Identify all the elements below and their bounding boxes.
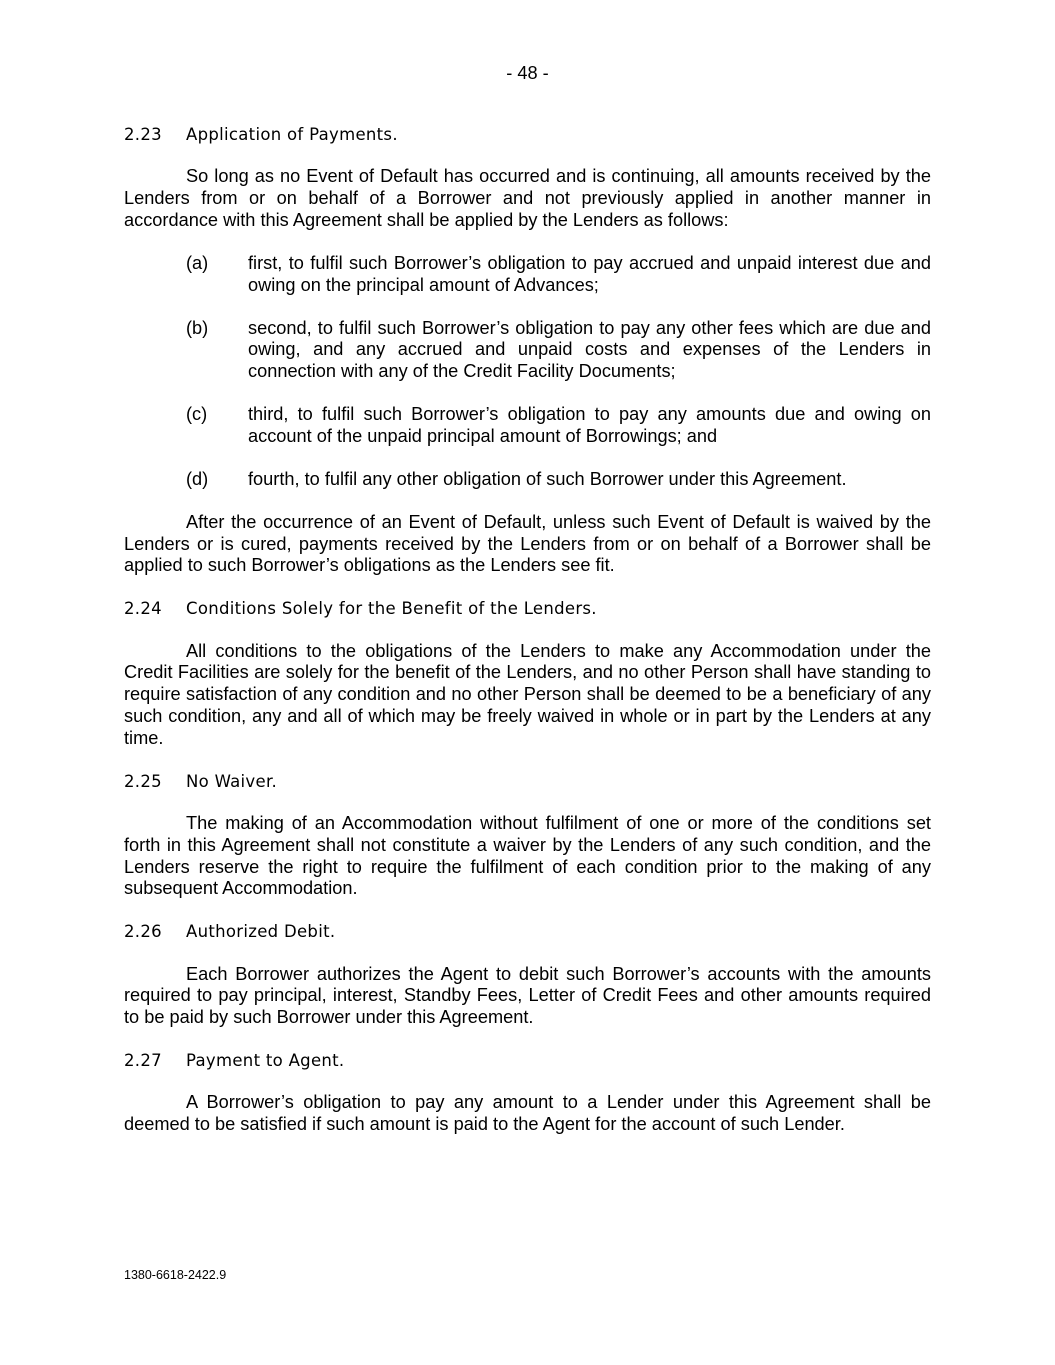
list-item [186,318,931,383]
section-number: 2.25 [124,771,162,791]
section-heading-2-24 [124,598,931,619]
section-number: 2.23 [124,125,162,144]
page-number: - 48 - [506,63,549,83]
section-title: Conditions Solely for the Benefit of the Lenders. [186,599,597,619]
list-item [186,469,931,491]
section-title: Application of Payments. [186,125,398,144]
section-title: Payment to Agent. [186,1051,345,1071]
section-number: 2.27 [124,1051,162,1071]
list-item-label: (d) [186,468,209,489]
section-heading-2-26 [124,921,931,942]
list-item-text: first, to fulfil such Borrower’s obligation to pay accrued and unpaid interest due and owing on the principal amount of Advances; [248,252,931,295]
section-heading-2-27 [124,1050,931,1071]
list-item-text: fourth, to fulfil any other obligation of such Borrower under this Agreement. [248,468,847,489]
document-id-footer: 1380-6618-2422.9 [124,1268,227,1282]
section-number: 2.26 [124,922,162,942]
section-paragraph: Each Borrower authorizes the Agent to debit such Borrower’s accounts with the amounts required to pay principal, interest, Standby Fees, Letter of Credit Fees and other amounts required to be paid by such Borrower under this Agreement. [124,963,931,1028]
section-title: Authorized Debit. [186,922,336,942]
section-paragraph: All conditions to the obligations of the Lenders to make any Accommodation under the Credit Facilities are solely for the benefit of the Lenders, and no other Person shall have standing to require satisfaction of any condition and no other Person shall be deemed to be a beneficiary of any such condition, any and all of which may be freely waived in whole or in part by the Lenders at any time. [124,640,931,748]
section-heading-2-25 [124,771,931,792]
section-paragraph: After the occurrence of an Event of Default, unless such Event of Default is waived by the Lenders or is cured, payments received by the Lenders from or on behalf of a Borrower shall be applied to such Borrower’s obligations as the Lenders see fit. [124,511,931,576]
section-heading-2-23 [124,124,931,145]
list-item-label: (c) [186,404,208,425]
section-paragraph: So long as no Event of Default has occurred and is continuing, all amounts received by the Lenders from or on behalf of a Borrower and not previously applied in another manner in accordance with this Agreement shall be applied by the Lenders as follows: [124,166,931,230]
list-item [186,253,931,297]
section-title: No Waiver. [186,771,278,791]
section-paragraph: The making of an Accommodation without fulfilment of one or more of the conditions set forth in this Agreement shall not constitute a waiver by the Lenders of any such condition, and the Lenders reserve the right to require the fulfilment of each condition prior to the making of any subsequent Accommodation. [124,813,931,899]
section-number: 2.24 [124,599,162,619]
section-paragraph: A Borrower’s obligation to pay any amount to a Lender under this Agreement shall be deemed to be satisfied if such amount is paid to the Agent for the account of such Lender. [124,1092,931,1135]
list-item-label: (b) [186,317,209,338]
list-item-text: second, to fulfil such Borrower’s obligation to pay any other fees which are due and owing, and any accrued and unpaid costs and expenses of the Lenders in connection with any of the Credit Facility Documents; [248,317,931,382]
document-body [124,124,931,1136]
list-item-text: third, to fulfil such Borrower’s obligation to pay any amounts due and owing on account of the unpaid principal amount of Borrowings; and [248,404,931,446]
list-item [186,404,931,448]
list-item-label: (a) [186,252,209,273]
